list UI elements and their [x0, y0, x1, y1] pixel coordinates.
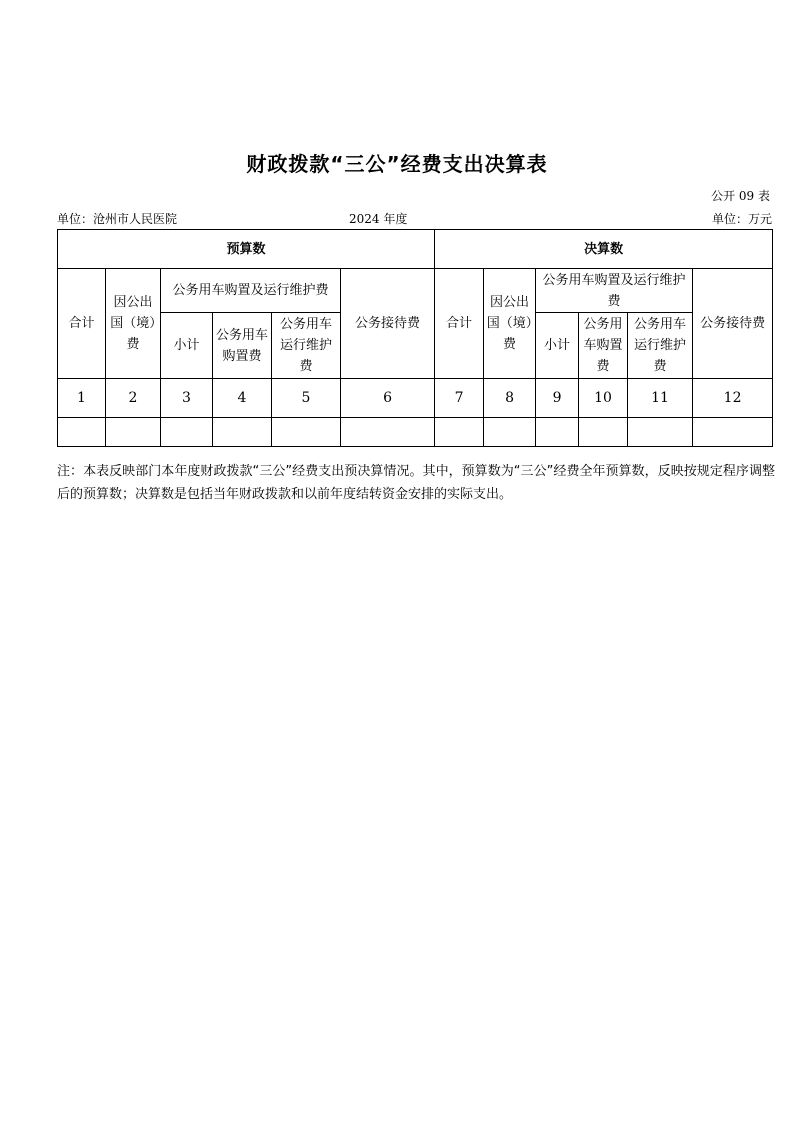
- column-number: 9: [536, 379, 579, 418]
- data-cell: [213, 418, 272, 447]
- data-cell: [106, 418, 161, 447]
- final-total-header: 合计: [435, 269, 484, 379]
- budget-group-header: 预算数: [58, 230, 435, 269]
- header-meta: [57, 210, 772, 226]
- data-cell: [536, 418, 579, 447]
- column-number: 11: [628, 379, 693, 418]
- data-cell: [484, 418, 536, 447]
- budget-vehicle-header: 公务用车购置及运行维护费: [161, 269, 341, 313]
- column-number: 4: [213, 379, 272, 418]
- column-number: 12: [693, 379, 773, 418]
- column-number: 6: [341, 379, 435, 418]
- final-group-header: 决算数: [435, 230, 773, 269]
- data-cell: [58, 418, 106, 447]
- form-number: 公开 09 表: [711, 189, 770, 203]
- column-number-row: [58, 379, 773, 418]
- organization-label: 单位：沧州市人民医院: [57, 212, 178, 226]
- data-cell: [693, 418, 773, 447]
- column-number: 3: [161, 379, 213, 418]
- budget-reception-header: 公务接待费: [341, 269, 435, 379]
- column-number: 8: [484, 379, 536, 418]
- budget-total-header: 合计: [58, 269, 106, 379]
- data-cell: [272, 418, 341, 447]
- budget-subtotal-header: 小计: [161, 313, 213, 379]
- page-title: 财政拨款“三公”经费支出决算表: [246, 152, 548, 176]
- data-cell: [341, 418, 435, 447]
- final-abroad-header: 因公出国（境）费: [484, 269, 536, 379]
- column-number: 5: [272, 379, 341, 418]
- data-cell: [435, 418, 484, 447]
- final-purchase-header: 公务用车购置费: [579, 313, 628, 379]
- footnote: 注：本表反映部门本年度财政拨款“三公”经费支出预决算情况。其中，预算数为“三公”经费全年预算数，反映按规定程序调整后的预算数；决算数是包括当年财政拨款和以前年度结转资金安排的实际支出。: [57, 464, 775, 502]
- column-number: 10: [579, 379, 628, 418]
- expenditure-table: [57, 229, 773, 447]
- data-cell: [628, 418, 693, 447]
- currency-unit: 单位：万元: [711, 212, 772, 226]
- final-vehicle-header: 公务用车购置及运行维护费: [536, 269, 693, 313]
- final-operation-header: 公务用车运行维护费: [628, 313, 693, 379]
- column-number: 1: [58, 379, 106, 418]
- final-reception-header: 公务接待费: [693, 269, 773, 379]
- budget-purchase-header: 公务用车购置费: [213, 313, 272, 379]
- data-cell: [579, 418, 628, 447]
- data-row: [58, 418, 773, 447]
- budget-operation-header: 公务用车运行维护费: [272, 313, 341, 379]
- fiscal-year: 2024 年度: [349, 212, 408, 226]
- column-number: 7: [435, 379, 484, 418]
- data-cell: [161, 418, 213, 447]
- budget-abroad-header: 因公出国（境）费: [106, 269, 161, 379]
- column-number: 2: [106, 379, 161, 418]
- final-subtotal-header: 小计: [536, 313, 579, 379]
